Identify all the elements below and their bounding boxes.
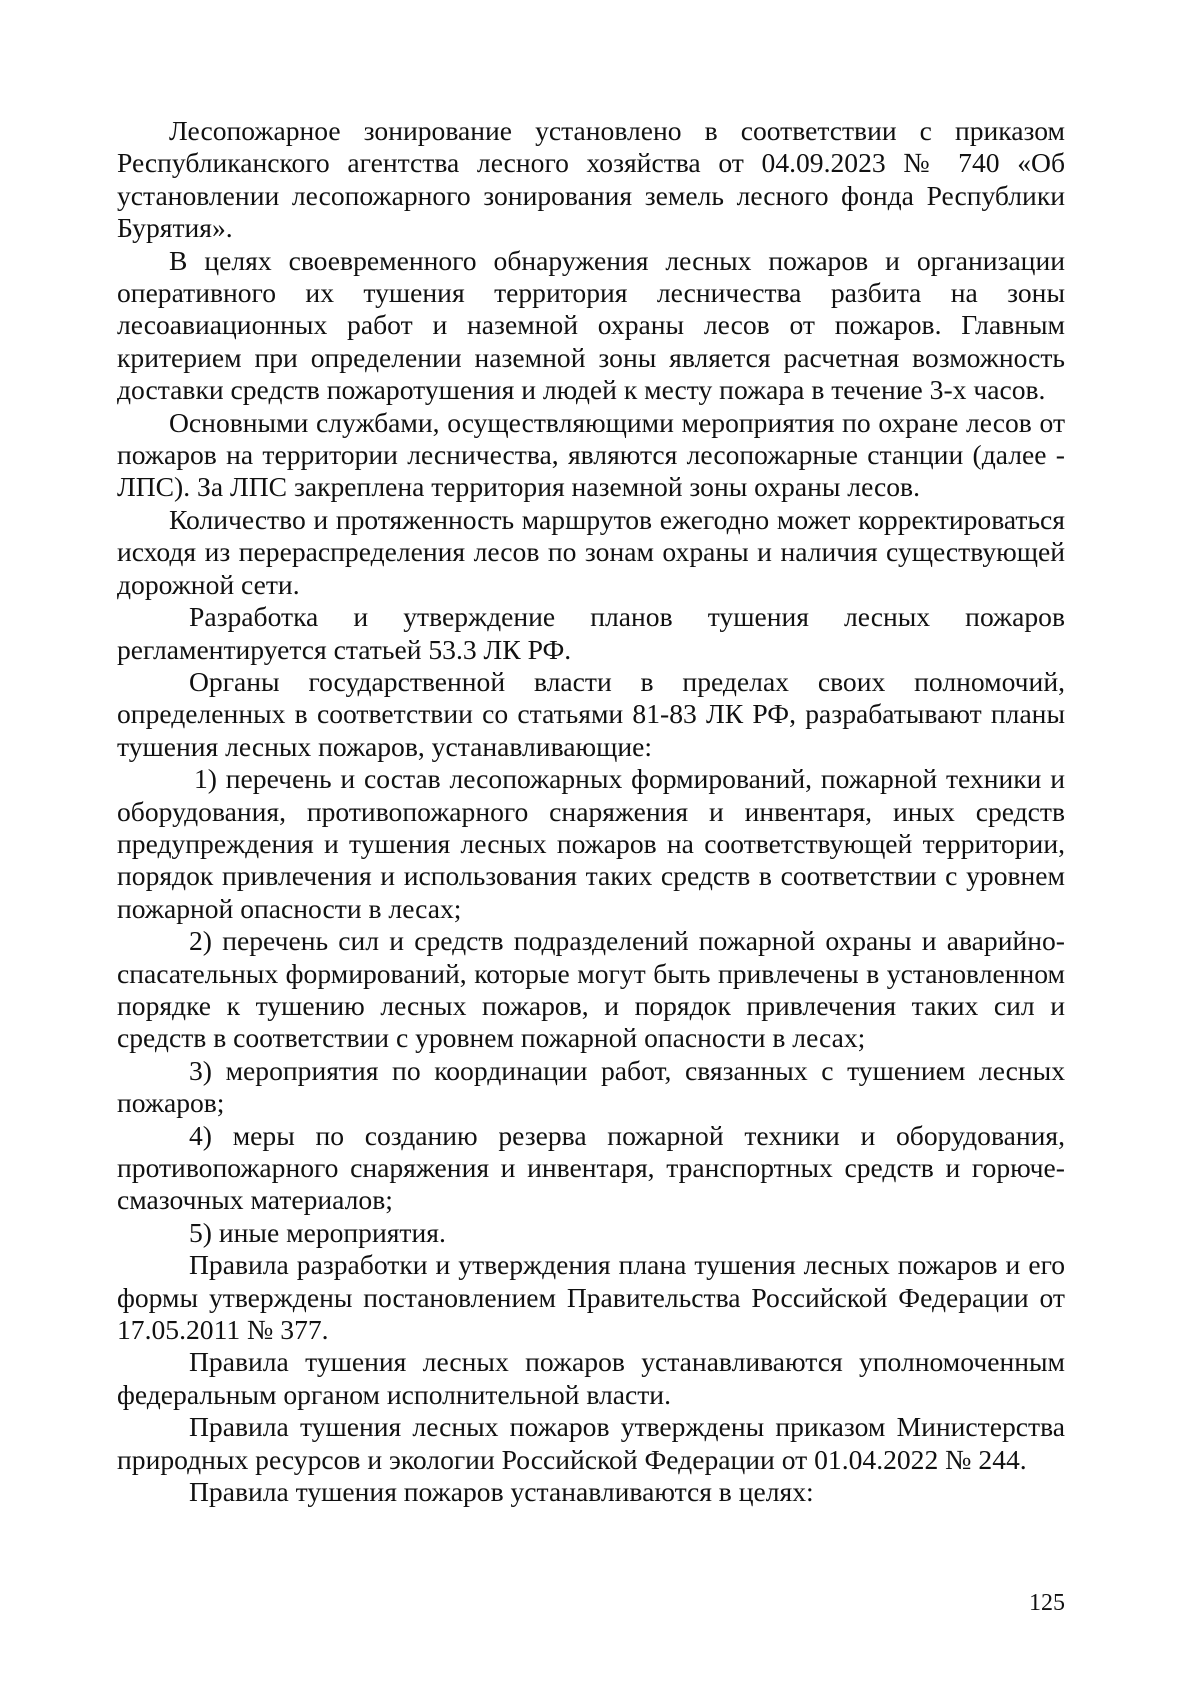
paragraph-routes: Количество и протяженность маршрутов ежегодно может корректироваться исходя из перераспределения лесов по зонам охраны и наличия существующей дорожной сети. [117,503,1065,600]
list-item-2: 2) перечень сил и средств подразделений пожарной охраны и аварийно-спасательных формирований, которые могут быть привлечены в установленном порядке к тушению лесных пожаров, и порядок привлечения таких сил и средств в соответствии с уровнем пожарной опасности в лесах; [117,925,1065,1054]
paragraph-authorities: Органы государственной власти в пределах своих полномочий, определенных в соответствии со статьями 81-83 ЛК РФ, разрабатывают планы тушения лесных пожаров, устанавливающие: [117,665,1065,762]
paragraph-plans: Разработка и утверждение планов тушения лесных пожаров регламентируется статьей 53.3 ЛК РФ. [117,601,1065,665]
list-item-4: 4) меры по созданию резерва пожарной техники и оборудования, противопожарного снаряжения и инвентаря, транспортных средств и горюче-смазочных материалов; [117,1119,1065,1216]
paragraph-zones: В целях своевременного обнаружения лесных пожаров и организации оперативного их тушения территория лесничества разбита на зоны лесоавиационных работ и наземной охраны лесов от пожаров. Главным критерием при определении наземной зоны является расчетная возможность доставки средств пожаротушения и людей к месту пожара в течение 3-х часов. [117,244,1065,406]
list-item-3: 3) мероприятия по координации работ, связанных с тушением лесных пожаров; [117,1054,1065,1119]
paragraph-services: Основными службами, осуществляющими мероприятия по охране лесов от пожаров на территории лесничества, являются лесопожарные станции (далее - ЛПС). За ЛПС закреплена территория наземной зоны охраны лесов. [117,406,1065,503]
paragraph-rules-approved: Правила тушения лесных пожаров утверждены приказом Министерства природных ресурсов и экологии Российской Федерации от 01.04.2022 № 244. [117,1411,1065,1475]
body-text [117,115,1065,1508]
list-item-5: 5) иные мероприятия. [189,1216,446,1248]
list-item-1: 1) перечень и состав лесопожарных формирований, пожарной техники и оборудования, противопожарного снаряжения и инвентаря, иных средств предупреждения и тушения лесных пожаров на соответствующей территории, порядок привлечения и использования таких средств в соответствии с уровнем пожарной опасности в лесах; [117,763,1065,924]
paragraph-rules-established: Правила тушения лесных пожаров устанавливаются уполномоченным федеральным органом исполнительной власти. [117,1346,1065,1410]
paragraph-rules-purpose: Правила тушения пожаров устанавливаются в целях: [189,1476,814,1508]
paragraph-zoning: Лесопожарное зонирование установлено в соответствии с приказом Республиканского агентства лесного хозяйства от 04.09.2023 № 740 «Об установлении лесопожарного зонирования земель лесного фонда Республики Бурятия». [117,115,1065,244]
paragraph-rules-development: Правила разработки и утверждения плана тушения лесных пожаров и его формы утверждены постановлением Правительства Российской Федерации от 17.05.2011 № 377. [117,1249,1065,1346]
page-number: 125 [1029,1590,1065,1616]
